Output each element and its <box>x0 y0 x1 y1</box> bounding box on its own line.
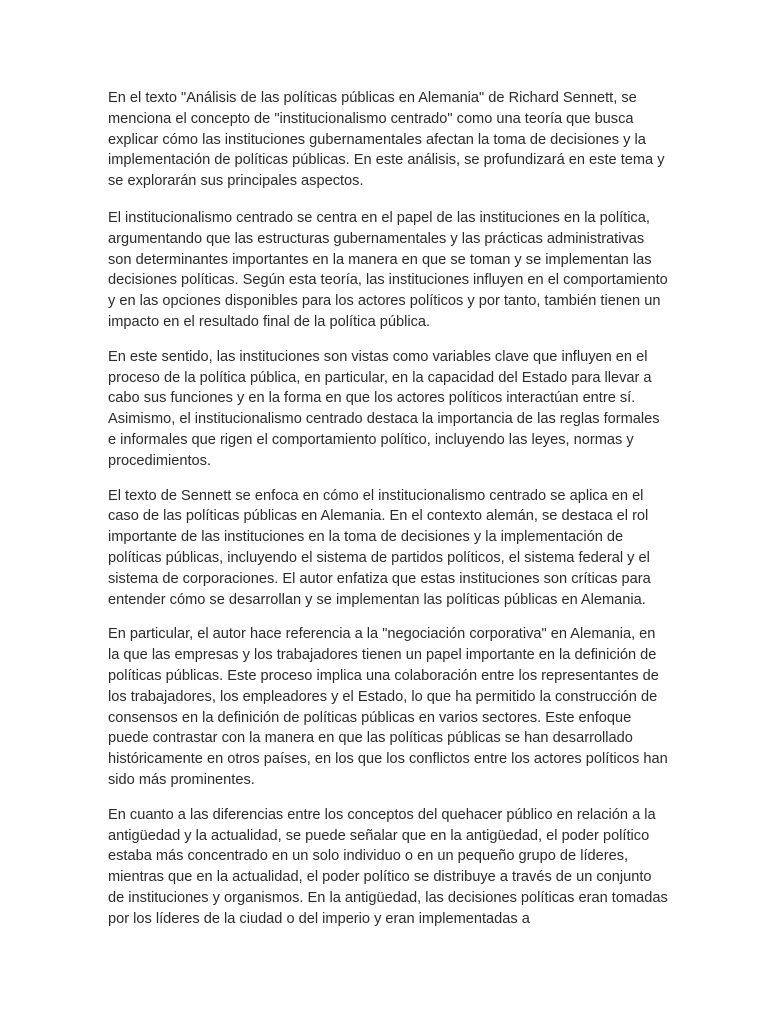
paragraph-negociacion-corporativa: En particular, el autor hace referencia a la "negociación corporativa" en Alemania, en la que las empresas y los trabajadores tienen un papel importante en la definición de políticas públicas. Este proceso implica una colaboración entre los representantes de los trabajadores, los empleadores y el Estado, lo que ha permitido la construcción de consensos en la definición de políticas públicas en varios sectores. Este enfoque puede contrastar con la manera en que las políticas públicas se han desarrollado históricamente en otros países, en los que los conflictos entre los actores políticos han sido más prominentes. <box>108 626 668 788</box>
paragraph-institucionalismo: El institucionalismo centrado se centra en el papel de las instituciones en la política, argumentando que las estructuras gubernamentales y las prácticas administrativas son determinantes importantes en la manera en que se toman y se implementan las decisiones políticas. Según esta teoría, las instituciones influyen en el comportamiento y en las opciones disponibles para los actores políticos y por tanto, también tienen un impacto en el resultado final de la política pública. <box>108 209 668 330</box>
paragraph-antiguedad-actualidad: En cuanto a las diferencias entre los conceptos del quehacer público en relación a la antigüedad y la actualidad, se puede señalar que en la antigüedad, el poder político estaba más concentrado en un solo individuo o en un pequeño grupo de líderes, mientras que en la actualidad, el poder político se distribuye a través de un conjunto de instituciones y organismos. En la antigüedad, las decisiones políticas eran tomadas por los líderes de la ciudad o del imperio y eran implementadas a <box>108 806 668 927</box>
paragraph-variables-clave: En este sentido, las instituciones son vistas como variables clave que influyen en el proceso de la política pública, en particular, en la capacidad del Estado para llevar a cabo sus funciones y en la forma en que los actores políticos interactúan entre sí. Asimismo, el institucionalismo centrado destaca la importancia de las reglas formales e informales que rigen el comportamiento político, incluyendo las leyes, normas y procedimientos. <box>108 348 660 469</box>
paragraph-sennett-alemania: El texto de Sennett se enfoca en cómo el institucionalismo centrado se aplica en el caso de las políticas públicas en Alemania. En el contexto alemán, se destaca el rol importante de las instituciones en la toma de decisiones y la implementación de políticas públicas, incluyendo el sistema de partidos políticos, el sistema federal y el sistema de corporaciones. El autor enfatiza que estas instituciones son críticas para entender cómo se desarrollan y se implementan las políticas públicas en Alemania. <box>108 487 651 608</box>
document-page <box>108 88 668 943</box>
paragraph-intro: En el texto "Análisis de las políticas públicas en Alemania" de Richard Sennett, se menciona el concepto de "institucionalismo centrado" como una teoría que busca explicar cómo las instituciones gubernamentales afectan la toma de decisiones y la implementación de políticas públicas. En este análisis, se profundizará en este tema y se explorarán sus principales aspectos. <box>108 90 665 190</box>
